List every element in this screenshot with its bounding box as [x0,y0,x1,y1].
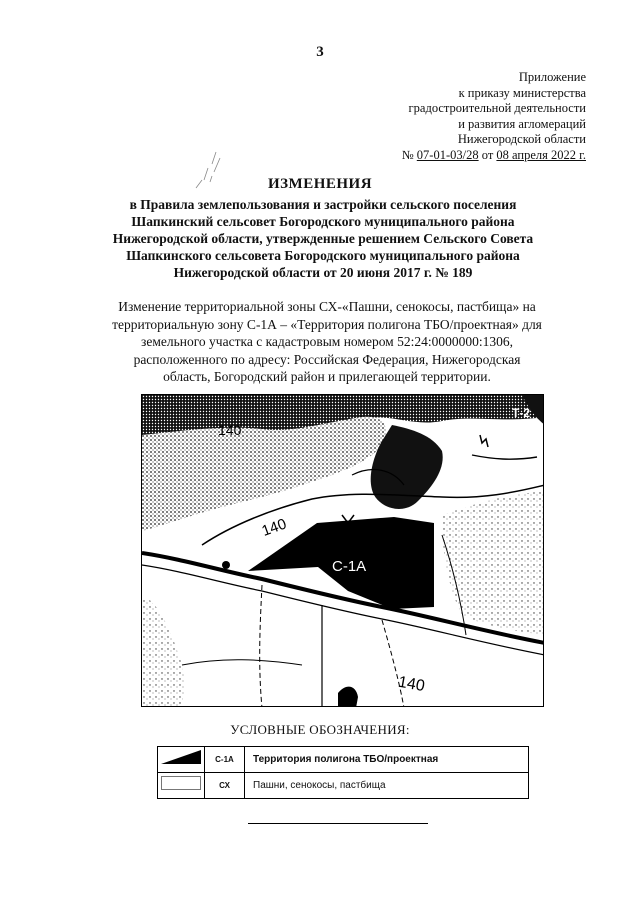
document-subtitle: в Правила землепользования и застройки сельского поселения Шапкинский сельсовет Богородского муниципального района Нижегородской области, утвержденные решением Сельского Совета Шапкинского сельсовета Богородского муниципального района Нижегородской области от 20 июня 2017 г. № 189 [112,197,534,280]
order-number-prefix: № [401,147,414,162]
appendix-line: градостроительной деятельности [408,101,586,115]
legend-code: С-1А [205,747,245,773]
map-contour-label: 140 [396,673,427,696]
order-date-prefix: от [481,147,494,162]
legend-swatch-cell [158,773,205,799]
document-title: ИЗМЕНЕНИЯ [267,176,373,192]
legend-title: УСЛОВНЫЕ ОБОЗНАЧЕНИЯ: [230,722,410,737]
legend-row [158,747,529,773]
legend-table [157,746,529,799]
map-contour-label: 140 [259,515,289,540]
order-number-line [286,148,586,164]
legend-row [158,773,529,799]
appendix-line: Приложение [518,70,586,84]
page-number: 3 [316,44,324,60]
legend-description: Территория полигона ТБО/проектная [245,747,529,773]
order-date: 08 апреля 2022 г. [496,147,586,162]
map-contour-label: 140 [218,422,242,438]
map-dotted-area [442,491,544,635]
order-number: 07-01-03/28 [416,147,479,162]
legend-description: Пашни, сенокосы, пастбища [245,773,529,799]
legend-swatch-sx [161,776,201,790]
legend-swatch-c1a [161,750,201,764]
map-zone-label: С-1А [332,558,367,575]
appendix-line: и развития агломераций [458,116,586,131]
appendix-line: Нижегородской области [457,132,586,146]
appendix-block [286,70,586,163]
legend-code: СХ [205,773,245,799]
signature-line [248,823,428,824]
map-corner-label: Т-2 [512,406,530,420]
legend-swatch-cell [158,747,205,773]
zoning-map [141,394,544,707]
change-description: Изменение территориальной зоны СХ-«Пашни, сенокосы, пастбища» на территориальную зону С-1А – «Территория полигона ТБО/проектная» для земельного участка с кадастровым номером 52:24:0000000:1306, расположенного по адресу: Российская Федерация, Нижегородская область, Богородский район и прилегающей территории. [112,299,542,384]
map-dotted-area [142,595,184,707]
zoning-map-graphic [142,395,544,707]
appendix-line: к приказу министерства [458,85,586,100]
